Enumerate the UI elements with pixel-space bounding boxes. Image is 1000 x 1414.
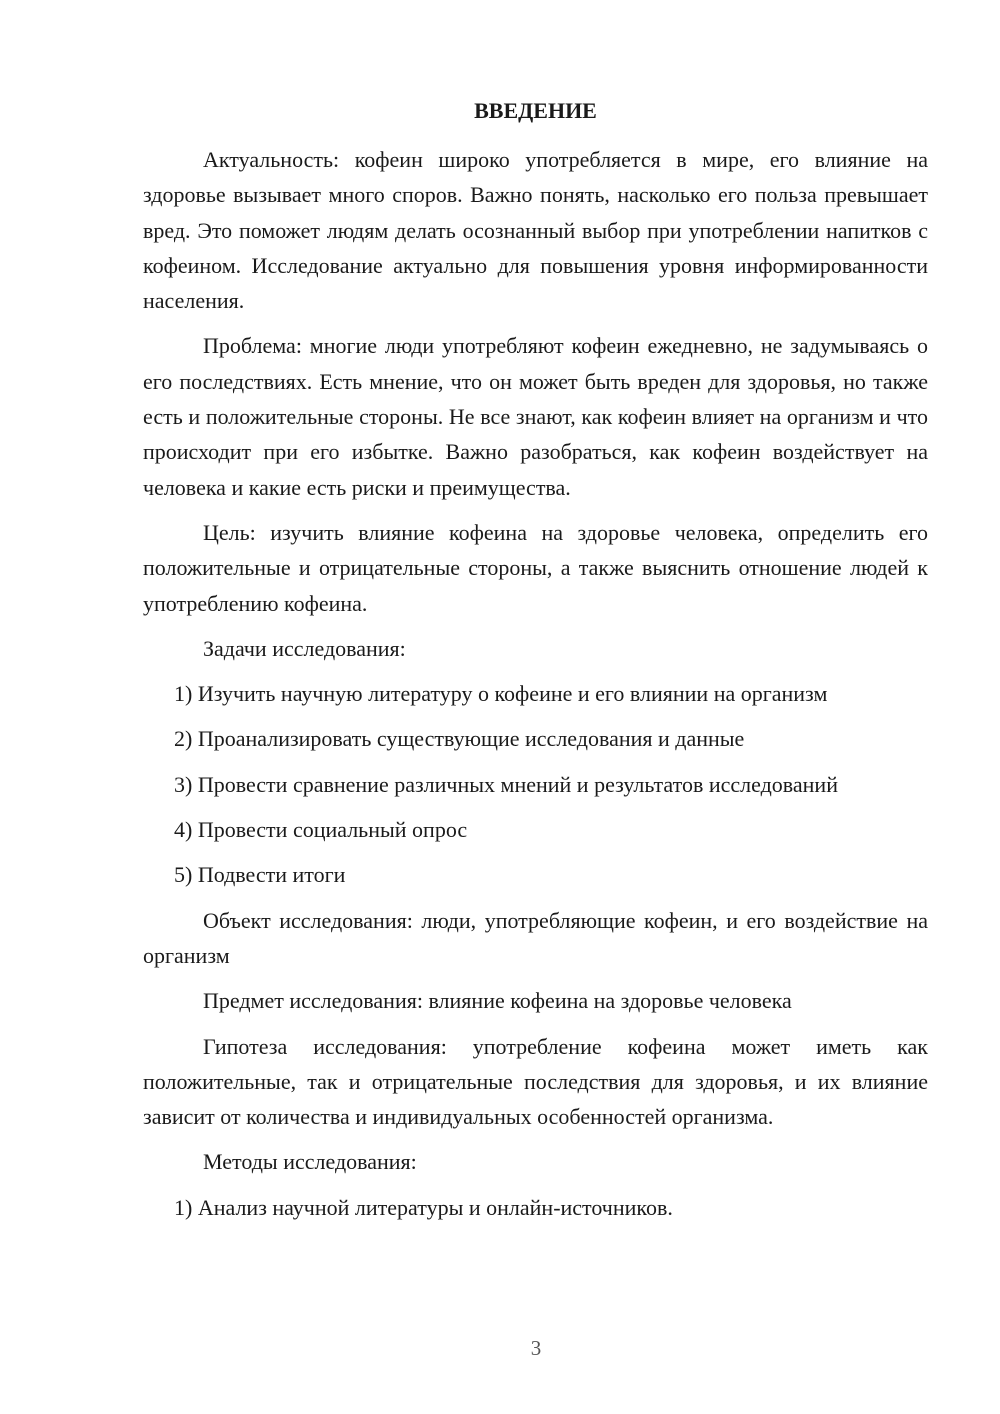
relevance-paragraph: Актуальность: кофеин широко употребляется в мире, его влияние на здоровье вызывает много споров. Важно понять, насколько его польза превышает вред. Это поможет людям делать осознанный выбор при употреблении напитков с кофеином. Исследование актуально для повышения уровня информированности населения.	[143, 147, 928, 314]
problem-paragraph: Проблема: многие люди употребляют кофеин ежедневно, не задумываясь о его последствиях. Есть мнение, что он может быть вреден для здоровья, но также есть и положительные стороны. Не все знают, как кофеин влияет на организм и что происходит при его избытке. Важно разобраться, как кофеин воздействует на человека и какие есть риски и преимущества.	[143, 333, 928, 500]
methods-heading: Методы исследования:	[203, 1149, 417, 1175]
document-body	[143, 142, 928, 1235]
hypothesis-paragraph: Гипотеза исследования: употребление кофеина может иметь как положительные, так и отрицательные последствия для здоровья, и их влияние зависит от количества и индивидуальных особенностей организма.	[143, 1033, 928, 1130]
tasks-heading: Задачи исследования:	[203, 635, 406, 661]
list-item: 1) Анализ научной литературы и онлайн-источников.	[174, 1194, 673, 1220]
list-item: 5) Подвести итоги	[174, 862, 346, 888]
page-number: 3	[530, 1336, 542, 1360]
tasks-list	[143, 676, 928, 892]
list-item: 4) Провести социальный опрос	[174, 817, 468, 843]
subject-paragraph: Предмет исследования: влияние кофеина на здоровье человека	[203, 988, 792, 1014]
page-title: ВВЕДЕНИЕ	[474, 98, 597, 123]
list-item: 3) Провести сравнение различных мнений и результатов исследований	[174, 771, 838, 797]
list-item: 1) Изучить научную литературу о кофеине и его влиянии на организм	[174, 681, 828, 707]
methods-list	[143, 1190, 928, 1225]
list-item: 2) Проанализировать существующие исследования и данные	[174, 726, 745, 752]
object-paragraph: Объект исследования: люди, употребляющие кофеин, и его воздействие на организм	[143, 907, 928, 968]
goal-paragraph: Цель: изучить влияние кофеина на здоровье человека, определить его положительные и отрицательные стороны, а также выяснить отношение людей к употреблению кофеина.	[143, 519, 928, 616]
